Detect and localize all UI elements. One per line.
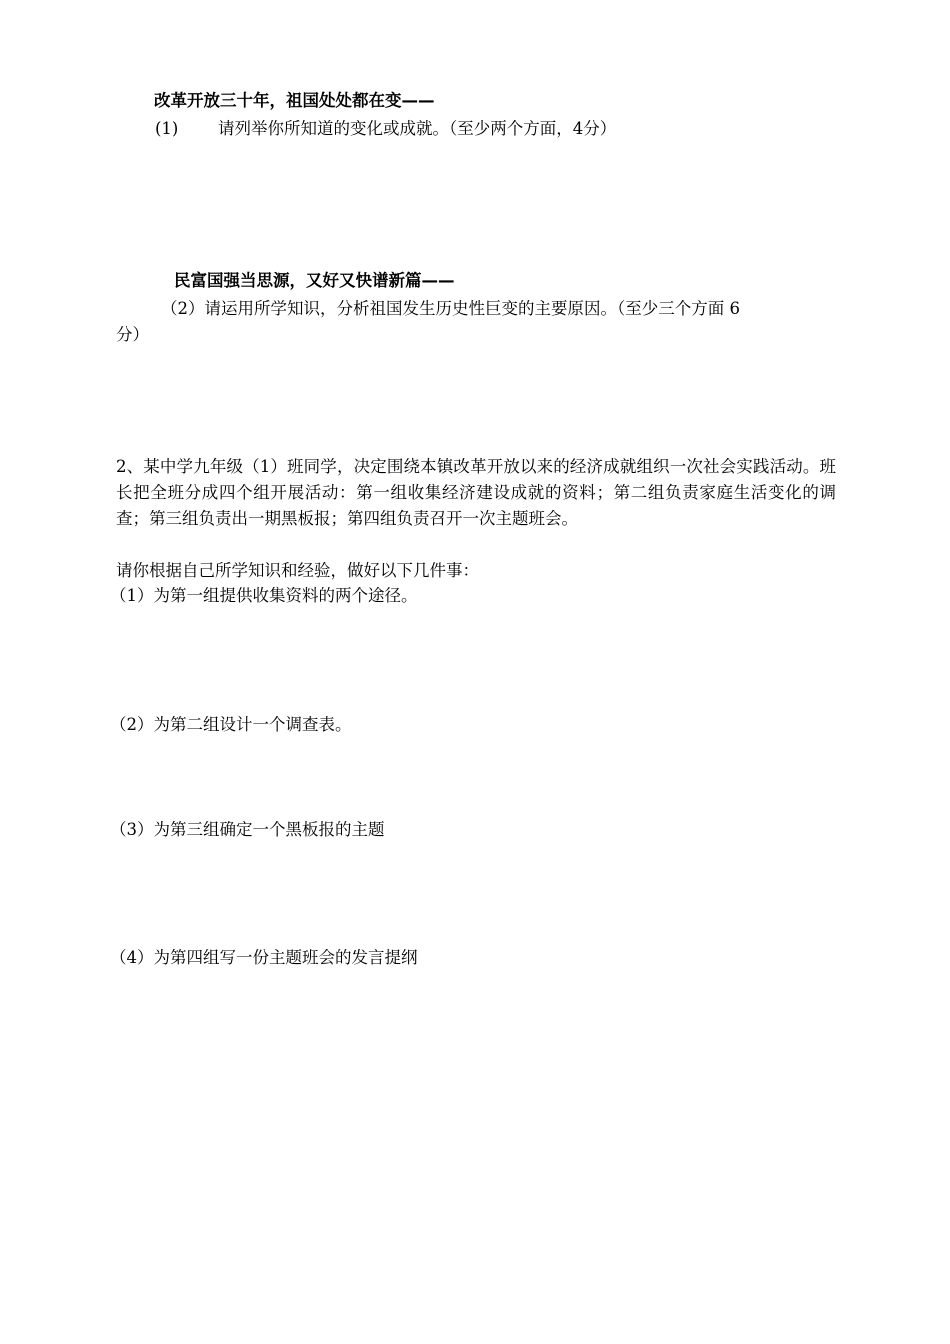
- question-2-text-line1: （2）请运用所学知识，分析祖国发生历史性巨变的主要原因。（至少三个方面 6: [161, 299, 740, 318]
- question-2-text-line2: 分）: [116, 325, 149, 344]
- question-1-number: (1): [155, 119, 179, 138]
- question-2-intro: 2、某中学九年级（1）班同学，决定围绕本镇改革开放以来的经济成就组织一次社会实践活动。班长把全班分成四个组开展活动：第一组收集经济建设成就的资料；第二组负责家庭生活变化的调查；第三组负责出一期黑板报；第四组负责召开一次主题班会。: [116, 457, 836, 528]
- sub-question-4: （4）为第四组写一份主题班会的发言提纲: [110, 948, 418, 967]
- sub-question-1: （1）为第一组提供收集资料的两个途径。: [110, 586, 418, 605]
- section2-heading: 民富国强当思源，又好又快谱新篇——: [174, 271, 455, 290]
- sub-question-3: （3）为第三组确定一个黑板报的主题: [110, 820, 385, 839]
- question-1-line: [0, 118, 950, 140]
- sub-question-2: （2）为第二组设计一个调查表。: [110, 715, 352, 734]
- section1-heading: 改革开放三十年，祖国处处都在变——: [154, 91, 435, 110]
- question-1-text: 请列举你所知道的变化或成就。（至少两个方面，4分）: [218, 119, 617, 138]
- question-2-instruction: 请你根据自己所学知识和经验，做好以下几件事：: [116, 561, 479, 580]
